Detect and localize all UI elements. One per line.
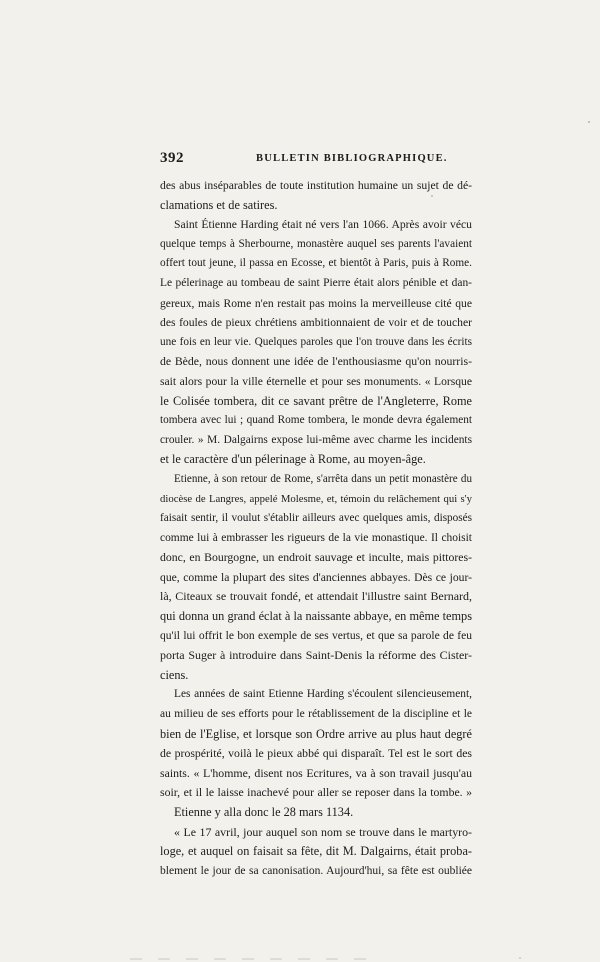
text-line: bien de l'Eglise, et lorsque son Ordre arrive au plus haut degré: [160, 726, 472, 741]
text-line: des foules de pieux chrétiens ambitionnaient de voir et de toucher: [160, 316, 472, 330]
text-line: une fois en leur vie. Quelques paroles que l'on trouve dans les écrits: [160, 335, 472, 348]
body-text: [160, 176, 472, 881]
text-line: Le pélerinage au tombeau de saint Pierre était alors pénible et dan-: [160, 276, 472, 289]
running-title: BULLETIN BIBLIOGRAPHIQUE.: [256, 153, 448, 164]
text-line: le Colisée tombera, dit ce savant prêtre de l'Angleterre, Rome: [160, 393, 472, 408]
text-line: quelque temps à Sherbourne, monastère auquel ses parents l'avaient: [160, 237, 472, 250]
text-line: qu'il lui offrit le bon exemple de ses vertus, et que sa parole de feu: [160, 629, 472, 642]
text-line: saints. « L'homme, disent nos Ecritures, va à son travail jusqu'au: [160, 765, 472, 780]
text-line: là, Citeaux se trouvait fondé, et attendait l'illustre saint Bernard,: [160, 589, 472, 604]
text-line: donc, en Bourgogne, un endroit sauvage et inculte, mais pittores-: [160, 551, 472, 565]
text-line: Etienne y alla donc le 28 mars 1134.: [174, 805, 354, 819]
text-line: « Le 17 avril, jour auquel son nom se trouve dans le martyro-: [174, 824, 472, 839]
text-line: Les années de saint Etienne Harding s'écoulent silencieusement,: [174, 688, 472, 701]
text-line: porta Suger à introduire dans Saint-Denis la réforme des Cister-: [160, 648, 472, 663]
text-line: faisait sentir, il voulut s'établir ailleurs avec quelques amis, disposés: [160, 512, 472, 525]
text-line: Etienne, à son retour de Rome, s'arrêta dans un petit monastère du: [174, 472, 472, 485]
text-line: diocèse de Langres, appelé Molesme, et, témoin du relâchement qui s'y: [160, 492, 472, 505]
text-line: que, comme la plupart des sites d'anciennes abbayes. Dès ce jour-: [160, 570, 472, 584]
text-line: de Bède, nous donnent une idée de l'enthousiasme qu'on nourris-: [160, 355, 472, 369]
text-line: Saint Étienne Harding était né vers l'an 1066. Après avoir vécu: [174, 218, 472, 232]
text-line: sait alors pour la ville éternelle et pour ses monuments. « Lorsque: [160, 374, 472, 388]
text-line: qui donna un grand éclat à la naissante abbaye, en même temps: [160, 609, 472, 624]
text-line: ciens.: [160, 667, 189, 682]
page-number: 392: [160, 150, 184, 166]
text-line: offert tout jeune, il passa en Ecosse, et bientôt à Paris, puis à Rome.: [160, 257, 472, 270]
text-line: tombera avec lui ; quand Rome tombera, le monde devra également: [160, 414, 472, 427]
text-line: loge, et auquel on faisait sa fête, dit M. Dalgairns, était proba-: [160, 844, 472, 859]
text-line: clamations et de satires.: [160, 197, 278, 212]
text-line: soir, et il le laisse inachevé pour aller se reposer dans la tombe. »: [160, 786, 472, 800]
text-line: de prospérité, voilà le pieux abbé qui disparaît. Tel est le sort des: [160, 747, 472, 761]
text-line: des abus inséparables de toute institution humaine un sujet de dé-: [160, 179, 472, 192]
page-header: [160, 150, 472, 168]
text-line: gereux, mais Rome n'en restait pas moins la merveilleuse cité que: [160, 296, 472, 310]
text-line: au milieu de ses efforts pour le rétablissement de la discipline et le: [160, 708, 472, 721]
text-line: et le caractère d'un pélerinage à Rome, au moyen-âge.: [160, 452, 426, 467]
text-line: blement le jour de sa canonisation. Aujourd'hui, sa fête est oubliée: [160, 864, 472, 877]
text-line: crouler. » M. Dalgairns expose lui-même avec charme les incidents: [160, 433, 472, 446]
text-line: comme lui à embrasser les rigueurs de la vie monastique. Il choisit: [160, 531, 472, 544]
